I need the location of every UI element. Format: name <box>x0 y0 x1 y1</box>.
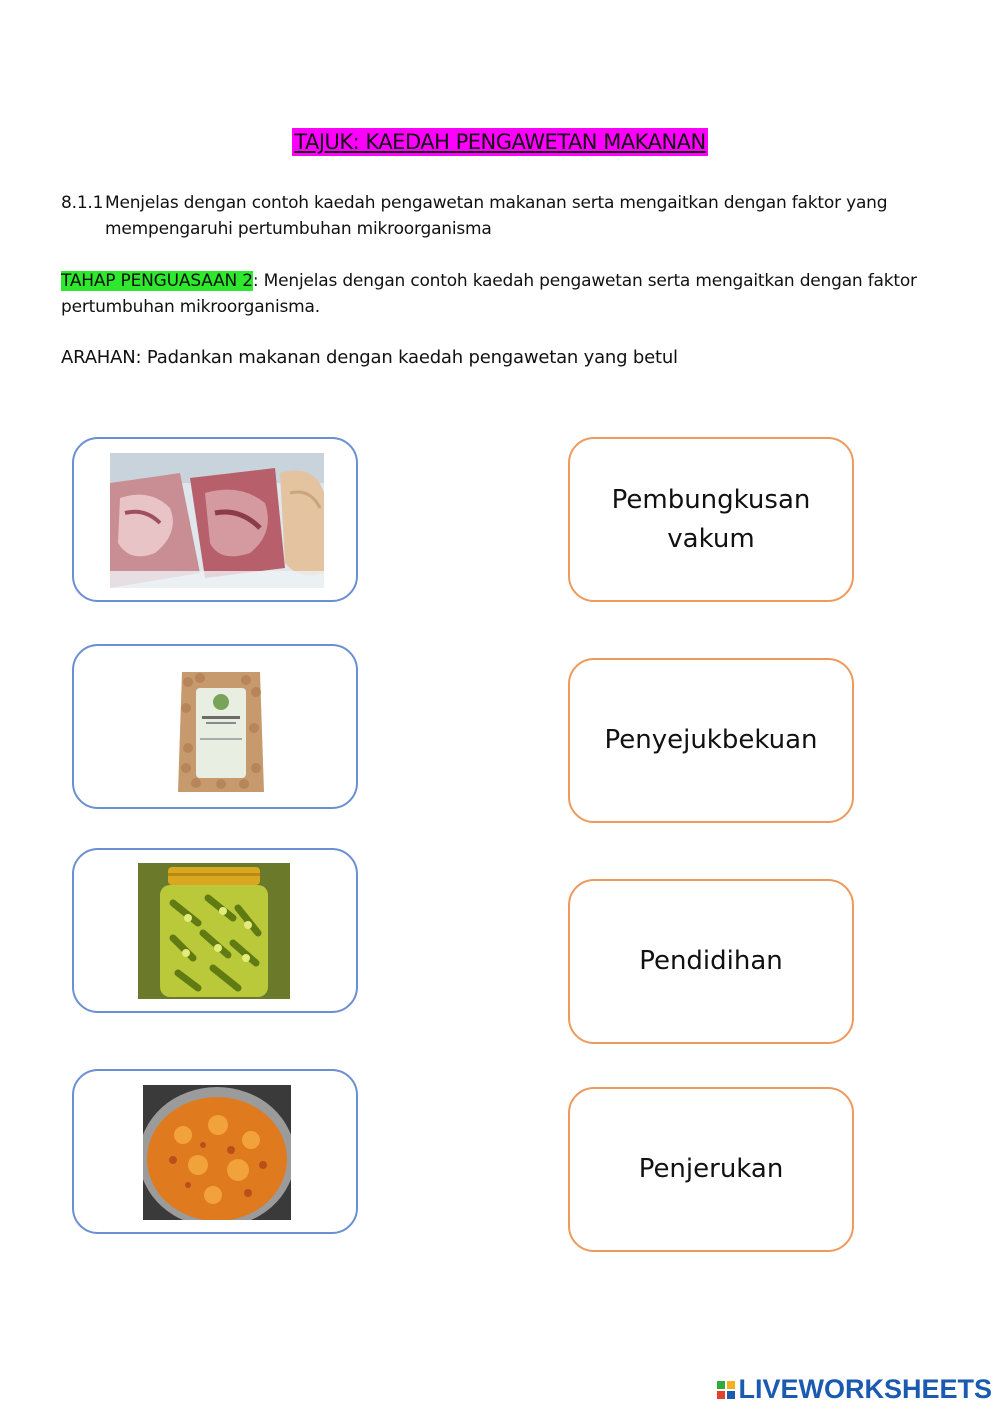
method-label-line1: Pembungkusan <box>611 484 811 515</box>
mastery-level <box>61 268 941 320</box>
mastery-level-text: : Menjelas dengan contoh kaedah pengawetan serta mengaitkan dengan faktor pertumbuhan mikroorganisma. <box>61 271 917 317</box>
instruction: ARAHAN: Padankan makanan dengan kaedah pengawetan yang betul <box>61 347 678 368</box>
food-card-frozen-meat[interactable] <box>72 437 358 602</box>
method-label: Penyejukbekuan <box>604 725 818 755</box>
method-card-vacuum-packing[interactable] <box>568 437 854 602</box>
method-card-boiling[interactable] <box>568 879 854 1044</box>
logo-text: LIVEWORKSHEETS <box>738 1374 992 1404</box>
method-label: Penjerukan <box>638 1154 784 1184</box>
pickled-chili-jar-image <box>138 863 290 999</box>
method-label: Pendidihan <box>639 946 783 976</box>
food-card-curry[interactable] <box>72 1069 358 1234</box>
learning-objective <box>61 190 941 242</box>
mastery-level-label: TAHAP PENGUASAAN 2 <box>61 271 253 291</box>
objective-number: 8.1.1 <box>61 193 104 213</box>
method-card-pickling[interactable] <box>568 1087 854 1252</box>
food-card-pickled-chili[interactable] <box>72 848 358 1013</box>
logo-icon <box>717 1381 735 1399</box>
page-title <box>0 130 1000 154</box>
food-card-vacuum-nuts[interactable] <box>72 644 358 809</box>
method-label-line2: vakum <box>667 523 755 554</box>
method-card-freezing[interactable] <box>568 658 854 823</box>
liveworksheets-logo <box>717 1374 992 1405</box>
objective-text: Menjelas dengan contoh kaedah pengawetan makanan serta mengaitkan dengan faktor yang mempengaruhi pertumbuhan mikroorganisma <box>105 193 888 239</box>
frozen-meat-image <box>110 453 324 588</box>
boiled-curry-image <box>143 1085 291 1220</box>
method-label <box>612 481 811 559</box>
title-text: TAJUK: KAEDAH PENGAWETAN MAKANAN <box>294 130 706 154</box>
vacuum-packed-nuts-image <box>176 668 266 796</box>
